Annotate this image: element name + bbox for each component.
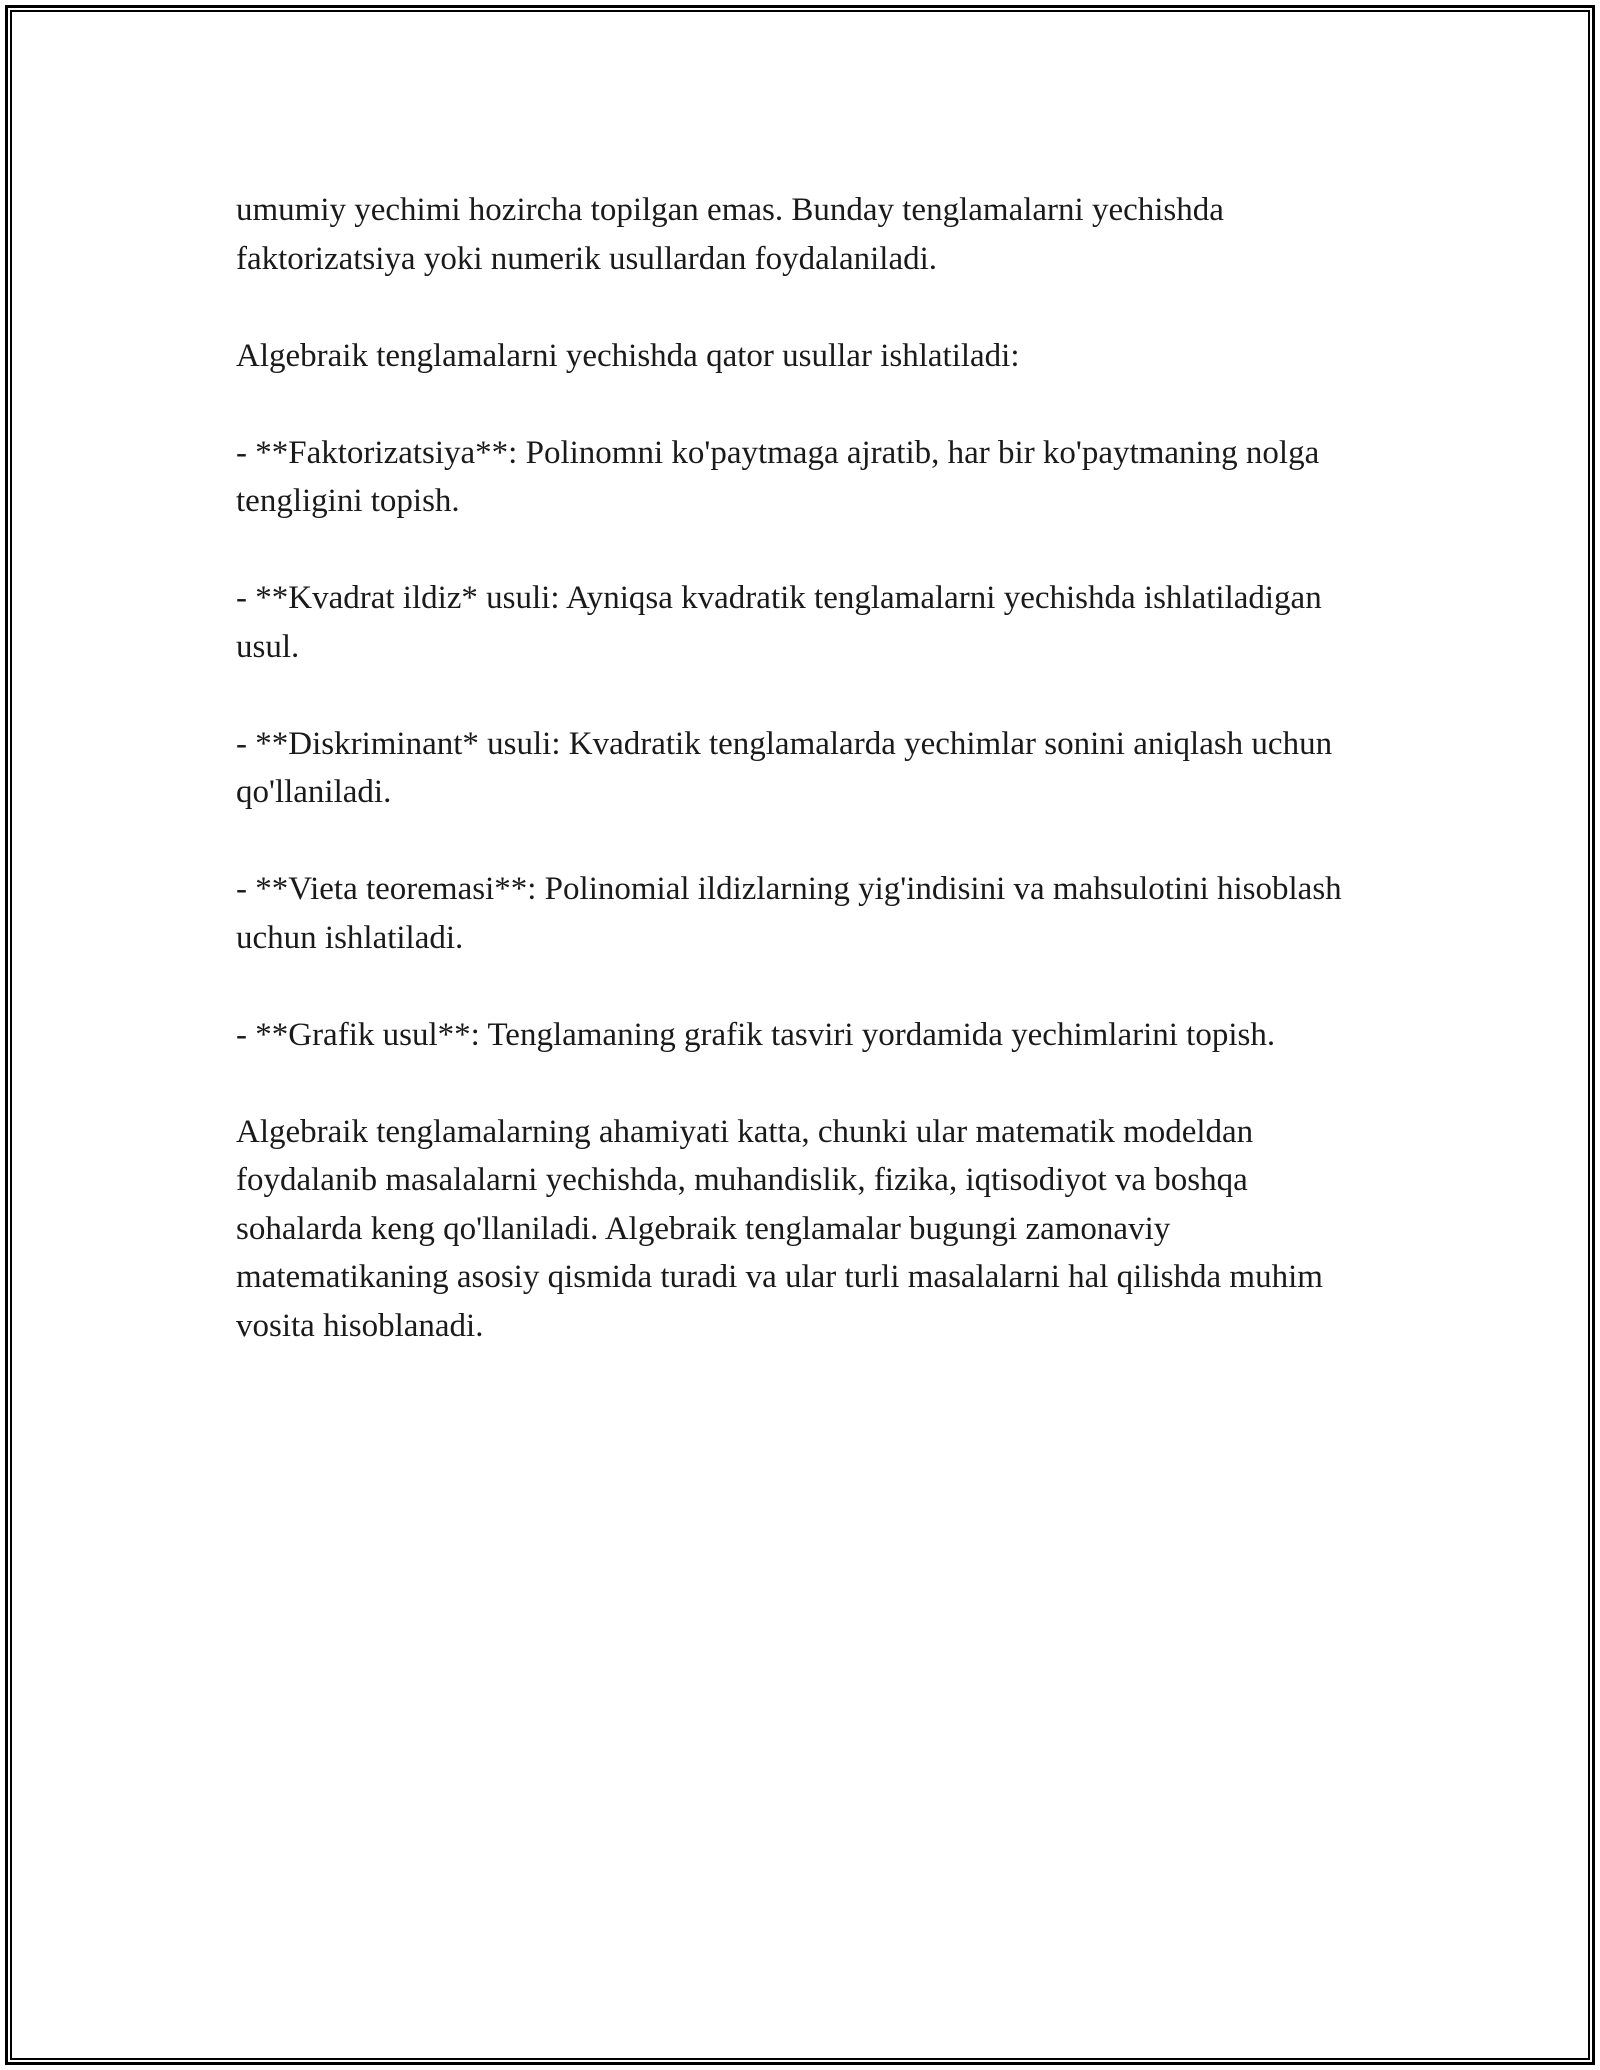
paragraph-methods-heading: Algebraik tenglamalarni yechishda qator usullar ishlatiladi: xyxy=(236,337,1020,374)
paragraph-conclusion: Algebraik tenglamalarning ahamiyati katta, chunki ular matematik modeldan foydalanib masalalarni yechishda, muhandislik, fizika, iqtisodiyot va boshqa sohalarda keng qo'llaniladi. Algebraik tenglamalar bugungi zamonaviy matematikaning asosiy qismida turadi va ular turli masalalarni hal qilishda muhim vosita hisoblanadi. xyxy=(236,1113,1323,1344)
list-item-square-root: - **Kvadrat ildiz* usuli: Ayniqsa kvadratik tenglamalarni yechishda ishlatiladigan usul. xyxy=(236,580,1322,665)
list-item-vieta: - **Vieta teoremasi**: Polinomial ildizlarning yig'indisini va mahsulotini hisoblash uchun ishlatiladi. xyxy=(236,871,1342,956)
paragraph-intro-continuation: umumiy yechimi hozircha topilgan emas. Bunday tenglamalarni yechishda faktorizatsiya yoki numerik usullardan foydalaniladi. xyxy=(236,192,1224,277)
document-body xyxy=(236,186,1376,1399)
list-item-discriminant: - **Diskriminant* usuli: Kvadratik tenglamalarda yechimlar sonini aniqlash uchun qo'llaniladi. xyxy=(236,725,1333,810)
list-item-factorization: - **Faktorizatsiya**: Polinomni ko'paytmaga ajratib, har bir ko'paytmaning nolga tengligini topish. xyxy=(236,434,1320,519)
list-item-graphical: - **Grafik usul**: Tenglamaning grafik tasviri yordamida yechimlarini topish. xyxy=(236,1016,1276,1053)
